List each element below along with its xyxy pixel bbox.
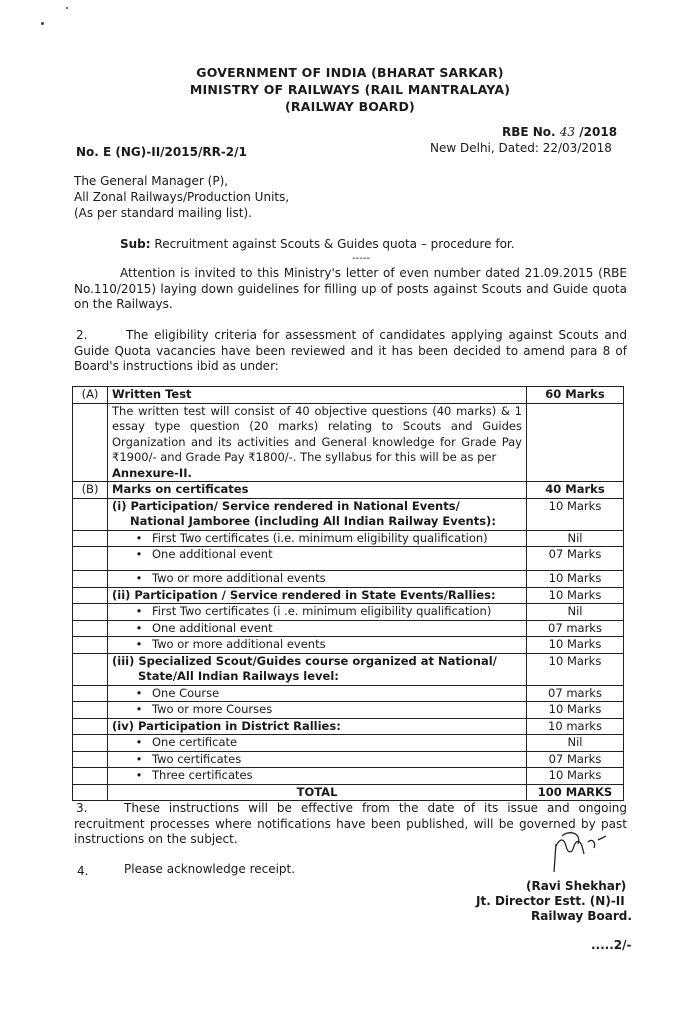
paragraph-1: Attention is invited to this Ministry's letter of even number dated 21.09.2015 (RBE No.110/2015) laying down guidelines for filling up of posts against Scouts and Guide quota on the Railways. [74, 266, 627, 311]
section-title: (i) Participation/ Service rendered in National Events/ [112, 498, 460, 513]
table-row: • Two or more Courses 10 Marks [73, 702, 624, 719]
table-row: • One Course 07 marks [73, 685, 624, 702]
signatory-designation: Jt. Director Estt. (N)-II [476, 894, 625, 908]
paragraph-3-number: 3. [76, 801, 88, 815]
table-row: • First Two certificates (i.e. minimum eligibility qualification) Nil [73, 530, 624, 547]
table-row: • Two or more additional events 10 Marks [73, 571, 624, 588]
total-marks: 100 MARKS [527, 784, 624, 801]
item-label: One additional event [152, 547, 273, 561]
table-row: (ii) Participation / Service rendered in State Events/Rallies: 10 Marks [73, 587, 624, 604]
written-test-title: Written Test [108, 387, 527, 404]
item-label: First Two certificates (i.e. minimum eligibility qualification) [152, 530, 488, 545]
table-row: • One additional event 07 Marks [73, 547, 624, 571]
table-row: • First Two certificates (i .e. minimum eligibility qualification) Nil [73, 604, 624, 621]
subject: Sub: Recruitment against Scouts & Guides quota – procedure for. [120, 237, 515, 251]
table-row: (A) Written Test 60 Marks [73, 387, 624, 404]
item-label: One additional event [152, 620, 273, 635]
speck [41, 22, 44, 25]
table-row: • Three certificates 10 Marks [73, 768, 624, 785]
header-line-1: GOVERNMENT OF INDIA (BHARAT SARKAR) [196, 65, 504, 80]
section-title: (iii) Specialized Scout/Guides course organized at National/ [112, 653, 497, 668]
signature-mark [548, 832, 628, 876]
paragraph-4: Please acknowledge receipt. [124, 862, 296, 876]
subject-divider: ----- [352, 253, 371, 264]
section-title: (iv) Participation in District Rallies: [108, 718, 527, 735]
place-date: New Delhi, Dated: 22/03/2018 [430, 141, 612, 155]
item-label: Two certificates [152, 751, 242, 766]
marks-table [72, 386, 624, 801]
rbe-number: RBE No. 43 /2018 [502, 125, 618, 139]
item-label: Two or more additional events [152, 571, 326, 585]
paragraph-2: The eligibility criteria for assessment of candidates applying against Scouts and Guide Quota vacancies have been reviewed and it has been decided to amend para 8 of Board's instructions ibid as under: [74, 328, 627, 373]
paragraph-3: These instructions will be effective from the date of its issue and ongoing recruitment processes where notifications have been published, will be governed by past instructions on the subject. [74, 801, 627, 846]
table-row: (B) Marks on certificates 40 Marks [73, 482, 624, 499]
table-row: • Two or more additional events 10 Marks [73, 637, 624, 654]
page-continuation: .....2/- [591, 938, 632, 952]
table-row: • Two certificates 07 Marks [73, 751, 624, 768]
total-label: TOTAL [108, 784, 527, 801]
item-label: Two or more additional events [152, 637, 326, 651]
item-label: One Course [152, 685, 220, 700]
paragraph-4-number: 4. [77, 864, 89, 878]
table-row [73, 403, 624, 482]
annexure-ref: Annexure-II. [112, 465, 192, 480]
paragraph-2-number: 2. [76, 328, 88, 342]
header-line-2: MINISTRY OF RAILWAYS (RAIL MANTRALAYA) [189, 82, 511, 97]
file-number: No. E (NG)-II/2015/RR-2/1 [76, 145, 247, 159]
table-row: (iv) Participation in District Rallies: 10 marks [73, 718, 624, 735]
addressee-line-2: All Zonal Railways/Production Units, [74, 190, 290, 204]
section-title-cont: State/All Indian Railways level: [138, 669, 339, 683]
section-title-cont: National Jamboree (including All Indian Railway Events): [130, 514, 496, 528]
table-row-total [73, 784, 624, 801]
header-line-3: (RAILWAY BOARD) [285, 99, 415, 114]
table-row: • One certificate Nil [73, 735, 624, 752]
speck [66, 7, 68, 9]
item-label: First Two certificates (i .e. minimum eligibility qualification) [152, 604, 492, 618]
section-title: (ii) Participation / Service rendered in State Events/Rallies: [108, 587, 527, 604]
addressee-line-3: (As per standard mailing list). [74, 206, 252, 220]
addressee-line-1: The General Manager (P), [74, 174, 229, 188]
table-row: (i) Participation/ Service rendered in National Events/ National Jamboree (including All Indian Railway Events): 10 Marks [73, 498, 624, 530]
signatory-name: (Ravi Shekhar) [526, 879, 627, 893]
item-label: One certificate [152, 735, 238, 749]
written-test-description: The written test will consist of 40 objective questions (40 marks) & 1 essay type question (20 marks) relating to Scouts and Guides Organization and its activities and General knowledge for Grade Pay ₹1900/- and Grade Pay ₹1800/-. The syllabus for this will be as per [112, 403, 522, 464]
item-label: Three certificates [152, 768, 253, 782]
signatory-office: Railway Board. [531, 909, 632, 923]
item-label: Two or more Courses [152, 702, 273, 716]
certificates-title: Marks on certificates [108, 482, 527, 499]
table-row: • One additional event 07 marks [73, 620, 624, 637]
table-row: (iii) Specialized Scout/Guides course organized at National/ State/All Indian Railways level: 10 Marks [73, 653, 624, 685]
